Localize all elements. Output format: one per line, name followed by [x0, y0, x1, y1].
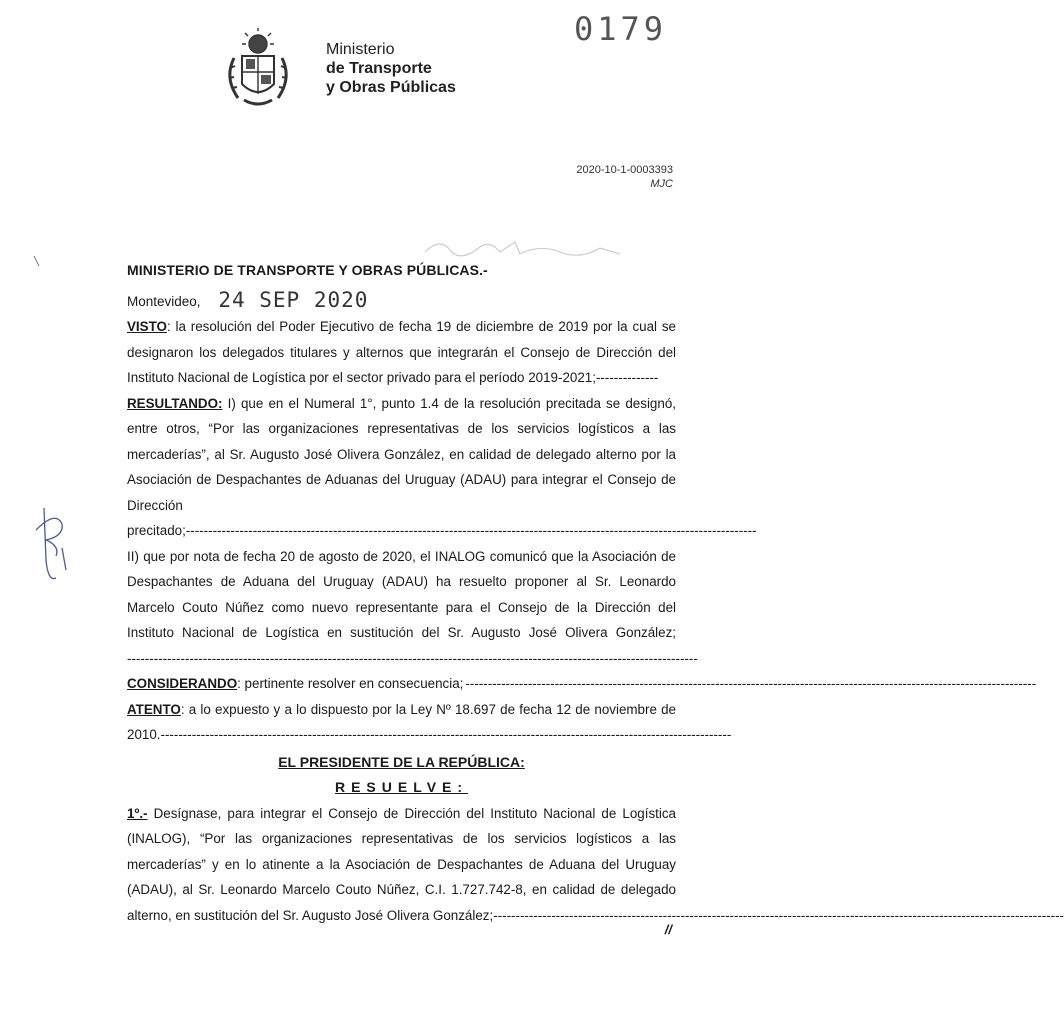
item-1-text: Desígnase, para integrar el Consejo de Dirección del Instituto Nacional de Logística (INALOG), “Por las organizaciones representativas de los servicios logísticos a las mercaderías” y en lo atinente a la Asociación de Despachantes de Aduana del Uruguay (ADAU), al Sr. Leonardo Marcelo Couto Núñez, C.I. 1.727.742-8, en calidad de delegado alterno, en sustitución del Sr. Augusto José Olivera González;: [127, 805, 676, 923]
dateline: [127, 287, 368, 311]
considerando-label: CONSIDERANDO: [127, 676, 238, 691]
resultando-dashes-1: --------------------------------------------------------------------------------------------------------------------------------: [185, 523, 757, 538]
document-body: [127, 314, 1064, 928]
ministry-line-3: y Obras Públicas: [326, 79, 456, 96]
document-heading: MINISTERIO DE TRANSPORTE Y OBRAS PÚBLICAS.-: [127, 262, 488, 278]
atento-text: : a lo expuesto y a lo dispuesto por la Ley Nº 18.697 de fecha 12 de noviembre de 2010.: [127, 701, 676, 742]
margin-initials-signature-icon: [26, 500, 76, 590]
considerando-paragraph: [127, 671, 1037, 697]
item-1-label: 1º.-: [127, 805, 148, 821]
resultando-label: RESULTANDO:: [127, 395, 223, 411]
reference-block: [576, 163, 673, 191]
considerando-dashes: --------------------------------------------------------------------------------------------------------------------------------: [465, 676, 1037, 691]
visto-label: VISTO: [127, 319, 167, 334]
ministry-line-2: de Transporte: [326, 60, 432, 77]
visto-paragraph: [127, 314, 676, 391]
resultando-dashes-2: --------------------------------------------------------------------------------------------------------------------------------: [127, 650, 698, 666]
atento-dashes: --------------------------------------------------------------------------------------------------------------------------------: [160, 727, 732, 742]
resultando-text-2: II) que por nota de fecha 20 de agosto de 2020, el INALOG comunicó que la Asociación de Despachantes de Aduana del Uruguay (ADAU) ha resuelto proponer al Sr. Leonardo Marcelo Couto Núñez como nuevo representante para el Consejo de la Dirección del Instituto Nacional de Logística en sustitución del Sr. Augusto José Olivera González;: [127, 548, 676, 640]
considerando-text: : pertinente resolver en consecuencia;: [237, 676, 464, 691]
coat-of-arms-icon: [220, 28, 296, 112]
folio-stamp-number: 0179: [574, 10, 668, 48]
visto-text: : la resolución del Poder Ejecutivo de fecha 19 de diciembre de 2019 por la cual se designaron los delegados titulares y alternos que integrarán el Consejo de Dirección del Instituto Nacional de Logística por el sector privado para el período 2019-2021;--------------: [127, 319, 676, 385]
reference-number: 2020-10-1-0003393: [576, 164, 673, 176]
city-label: Montevideo,: [127, 294, 201, 309]
ministry-logo-text: [326, 40, 456, 97]
resultando-paragraph-2: [127, 544, 698, 672]
page-continuation-marker: //: [664, 922, 672, 937]
margin-tick-icon: [32, 255, 42, 267]
atento-label: ATENTO: [127, 701, 181, 717]
ministry-line-1: Ministerio: [326, 41, 395, 58]
item-1-paragraph: [127, 801, 1064, 929]
president-title: EL PRESIDENTE DE LA REPÚBLICA:: [278, 753, 525, 770]
faint-signature-icon: [420, 232, 630, 262]
resuelve-title: RESUELVE:: [334, 779, 469, 795]
resultando-text-1: I) que en el Numeral 1°, punto 1.4 de la resolución precitada se designó, entre otros, “Por las organizaciones representativas de los servicios logísticos a las mercaderías”, al Sr. Augusto José Olivera González, en calidad de delegado alterno por la Asociación de Despachantes de Aduanas del Uruguay (ADAU) para integrar el Consejo de Dirección precitado;: [127, 395, 676, 538]
atento-paragraph: [127, 697, 732, 748]
date-stamp: 24 SEP 2020: [218, 288, 369, 312]
item-1-dashes: --------------------------------------------------------------------------------------------------------------------------------: [493, 907, 1064, 923]
resultando-paragraph-1: [127, 391, 757, 544]
reference-initials: MJC: [650, 178, 673, 190]
